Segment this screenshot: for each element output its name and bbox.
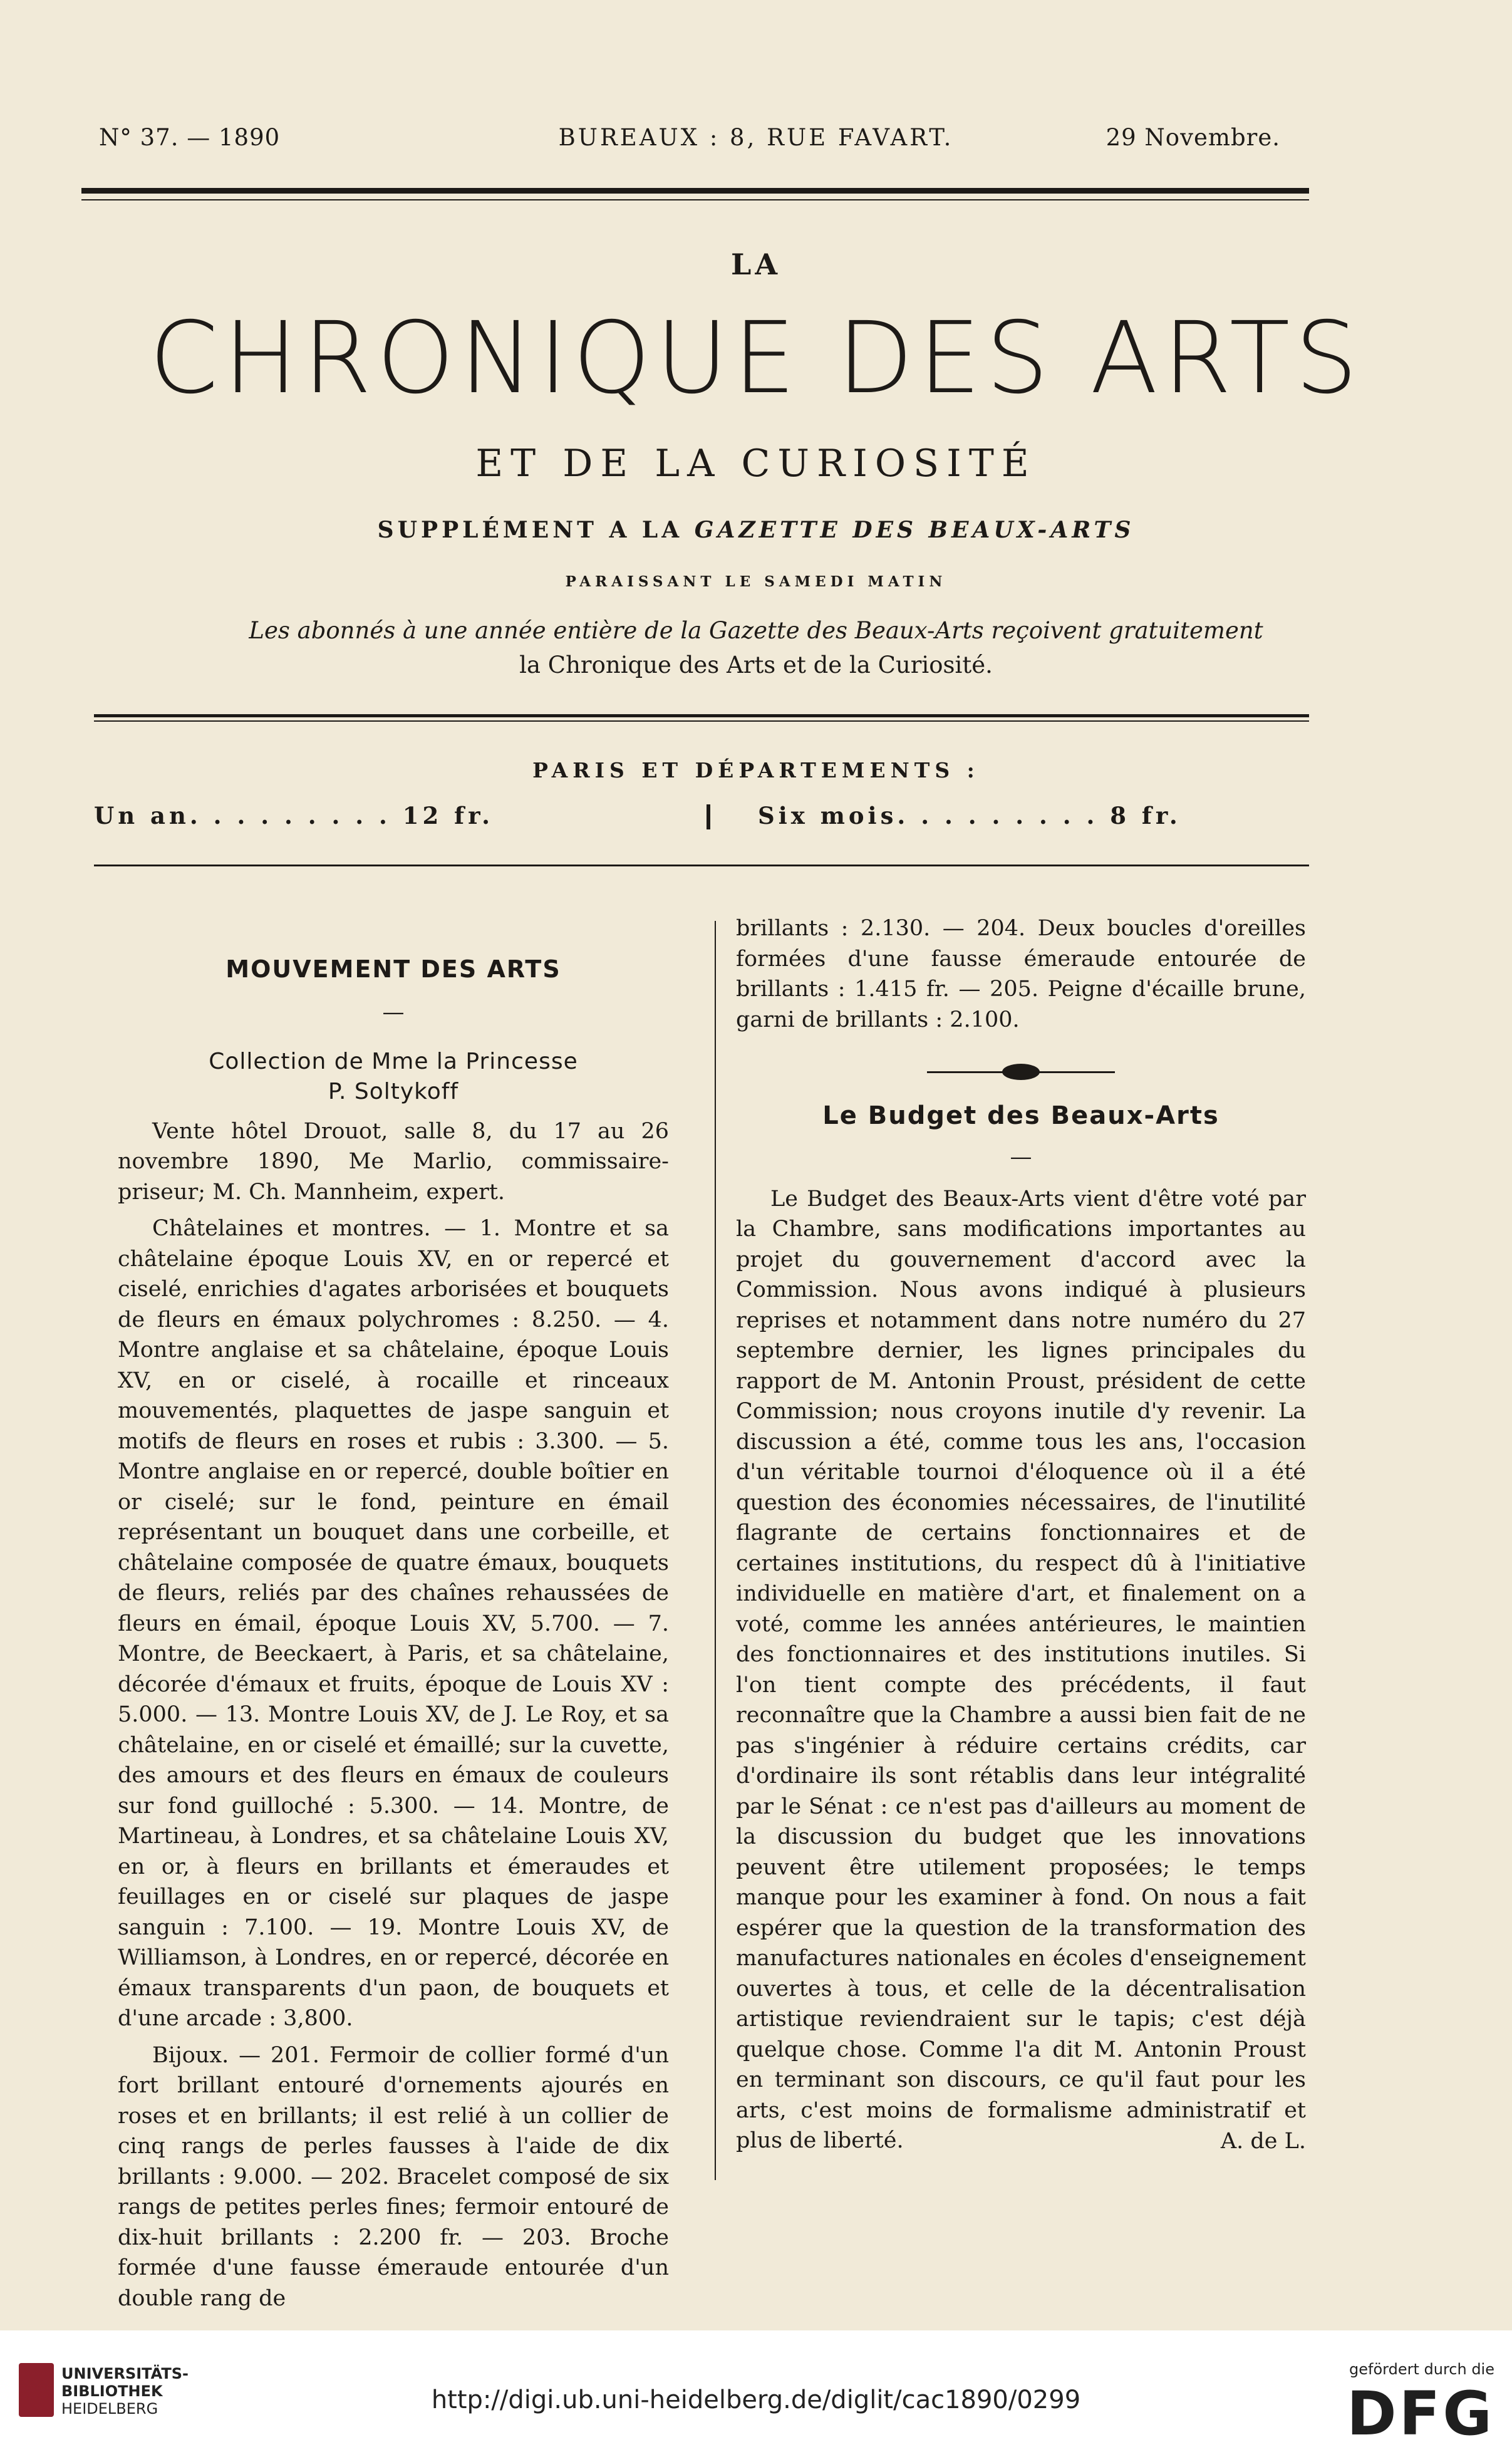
funding-label: gefördert durch die	[1349, 2361, 1494, 2378]
subscription-half: Six mois. . . . . . . . . 8 fr.	[758, 802, 1181, 829]
subscription-heading: PARIS ET DÉPARTEMENTS :	[532, 758, 980, 782]
subscription-divider	[707, 804, 710, 829]
library-line1: UNIVERSITÄTS-	[61, 2365, 189, 2382]
digital-library-url[interactable]: http://digi.ub.uni-heidelberg.de/diglit/cac1890/0299	[431, 2386, 1081, 2414]
sale-intro: Vente hôtel Drouot, salle 8, du 17 au 26 novembre 1890, Me Marlio, commissaire-priseur; M. Ch. Mannheim, expert.	[118, 1118, 669, 1205]
jewels-paragraph: Bijoux. — 201. Fermoir de collier formé d'un fort brillant entouré d'ornements ajourés en roses et en brillants; il est relié à un collier de cinq rangs de perles fausses à l'aide de dix brillants : 9.000. — 202. Bracelet composé de six rangs de petites perles fines; fermoir entouré de dix-huit brillants : 2.200 fr. — 203. Broche formée d'une fausse émeraude entourée d'un double rang de	[118, 2042, 669, 2311]
section-title-budget: Le Budget des Beaux-Arts	[822, 1101, 1219, 1130]
section-dash: —	[382, 1000, 405, 1025]
library-line2: BIBLIOTHEK	[61, 2382, 163, 2400]
issue-number: N° 37. — 1890	[99, 124, 281, 151]
collection-title-line2: P. Soltykoff	[328, 1079, 459, 1104]
article-signature: A. de L.	[1220, 2128, 1306, 2154]
collection-title-line1: Collection de Mme la Princesse	[209, 1048, 578, 1074]
library-line3: HEIDELBERG	[61, 2400, 158, 2418]
header-rule-thin	[81, 199, 1309, 200]
masthead-rule-thick	[94, 714, 1309, 717]
dfg-logo: DFG	[1346, 2379, 1494, 2449]
bureaux-address: BUREAUX : 8, RUE FAVART.	[558, 124, 954, 151]
subscription-rule	[94, 865, 1309, 866]
ornament-divider	[927, 1071, 1115, 1073]
column-divider	[715, 921, 716, 2180]
supplement-gazette: GAZETTE DES BEAUX-ARTS	[694, 517, 1135, 543]
supplement-prefix: SUPPLÉMENT A LA	[377, 517, 683, 543]
ornament-icon	[1002, 1064, 1040, 1080]
budget-dash: —	[1010, 1145, 1032, 1170]
supplement-line	[0, 517, 1512, 543]
header-rule-thick	[81, 188, 1309, 194]
left-column	[118, 952, 669, 2314]
budget-article: Le Budget des Beaux-Arts vient d'être voté par la Chambre, sans modifications importantes au projet du gouvernement d'accord avec la Commission. Nous avons indiqué à plusieurs reprises et notamment dans notre numéro du 27 septembre dernier, les lignes principales du rapport de M. Antonin Proust, président de cette Commission; nous croyons inutile d'y revenir. La discussion a été, comme tous les ans, l'occasion d'un véritable tournoi d'éloquence où il a été question des économies nécessaires, de l'inutilité flagrante de certains fonctionnaires et de certaines institutions, du respect dû à l'initiative individuelle en matière d'art, et finalement on a voté, comme les années antérieures, le maintien des fonctionnaires et des institutions inutiles. Si l'on tient compte des précédents, il faut reconnaître que la Chambre a aussi bien fait de ne pas s'ingénier à réduire certains crédits, car d'ordinaire ils sont rétablis dans leur intégralité par le Sénat : ce n'est pas d'ailleurs au moment de la discussion du budget que les innovations peuvent être utilement proposées; le temps manque pour les examiner à fond. On nous a fait espérer que la question de la transformation des manufactures nationales en écoles d'enseignement ouvertes à tous, et celle de la décentralisation artistique reviendraient sur le tapis; c'est déjà quelque chose. Comme l'a dit M. Antonin Proust en terminant son discours, ce qu'il faut pour les arts, c'est moins de formalisme administratif et plus de liberté.	[736, 1186, 1306, 2153]
masthead-rule-thin	[94, 720, 1309, 722]
section-title-mouvement: MOUVEMENT DES ARTS	[225, 955, 561, 983]
masthead-la: LA	[730, 247, 782, 281]
lot-continuation: brillants : 2.130. — 204. Deux boucles d'oreilles formées d'une fausse émeraude entourée de brillants : 1.415 fr. — 205. Peigne d'écaille brune, garni de brillants : 2.100.	[736, 916, 1306, 1032]
issue-date: 29 Novembre.	[1106, 124, 1280, 151]
masthead-title: CHRONIQUE DES ARTS	[149, 301, 1363, 416]
subscribers-note-line2: la Chronique des Arts et de la Curiosité.	[519, 652, 993, 678]
watches-paragraph: Châtelaines et montres. — 1. Montre et sa châtelaine époque Louis XV, en or repercé et ciselé, enrichies d'agates arborisées et bouquets de fleurs en émaux polychromes : 8.250. — 4. Montre anglaise et sa châtelaine, époque Louis XV, en or ciselé, à rocaille et rinceaux mouvementés, plaquettes de jaspe sanguin et motifs de fleurs en roses et rubis : 3.300. — 5. Montre anglaise en or repercé, double boîtier en or ciselé; sur le fond, peinture en émail représentant un bouquet dans une corbeille, et châtelaine composée de quatre émaux, bouquets de fleurs, reliés par des chaînes rehaussées de fleurs en émail, époque Louis XV, 5.700. — 7. Montre, de Beeckaert, à Paris, et sa châtelaine, décorée d'émaux et fruits, époque de Louis XV : 5.000. — 13. Montre Louis XV, de J. Le Roy, et sa châtelaine, en or ciselé et émaillé; sur la cuvette, des amours et des fleurs en émaux de couleurs sur fond guilloché : 5.300. — 14. Montre, de Martineau, à Londres, et sa châtelaine Louis XV, en or, à fleurs en brillants et émeraudes et feuillages en or ciselé sur plaques de jaspe sanguin : 7.100. — 19. Montre Louis XV, de Williamson, à Londres, en or repercé, décorée en émaux transparents d'un paon, de bouquets et d'une arcade : 3,800.	[118, 1216, 669, 2031]
subscription-annual: Un an. . . . . . . . . 12 fr.	[94, 802, 494, 829]
right-column	[736, 913, 1306, 2156]
masthead-subtitle: ET DE LA CURIOSITÉ	[475, 442, 1037, 486]
subscribers-note-line1: Les abonnés à une année entière de la Gazette des Beaux-Arts reçoivent gratuitement	[249, 617, 1263, 644]
publication-schedule: PARAISSANT LE SAMEDI MATIN	[565, 573, 947, 590]
